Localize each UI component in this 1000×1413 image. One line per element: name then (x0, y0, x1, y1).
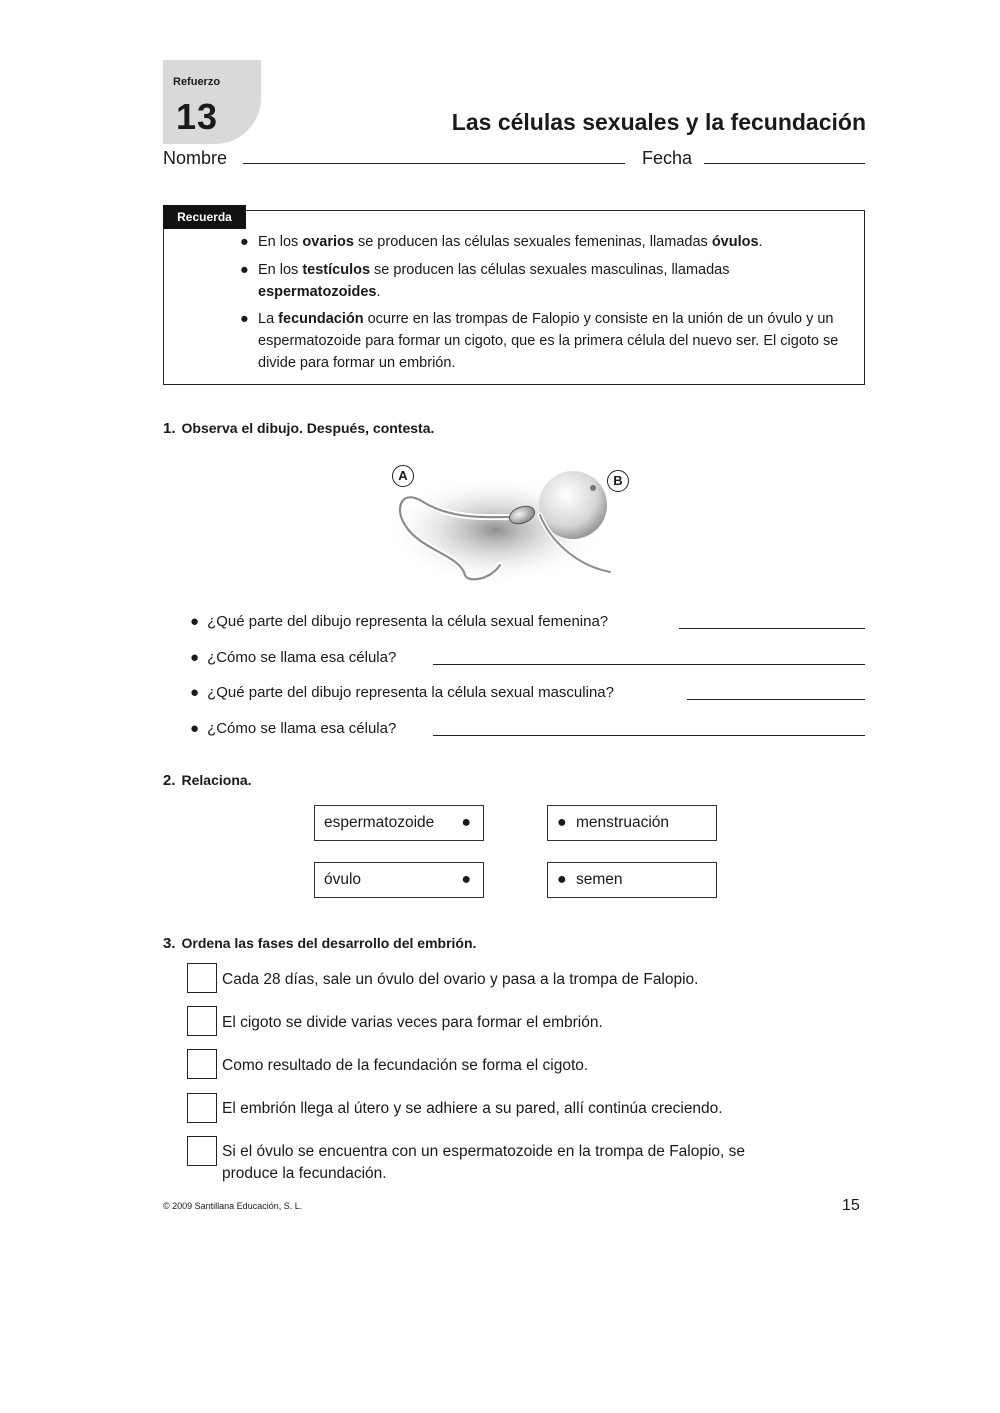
recuerda-item: ● En los testículos se producen las células sexuales masculinas, llamadas espermatozoides. (240, 259, 760, 303)
step-text: Si el óvulo se encuentra con un espermatozoide en la trompa de Falopio, se produce la fecundación. (222, 1143, 746, 1182)
connector-dot-icon[interactable]: ● (461, 871, 471, 888)
question-item: ● ¿Cómo se llama esa célula? (190, 649, 397, 666)
step-text: El embrión llega al útero y se adhiere a su pared, allí continúa creciendo. (222, 1100, 723, 1117)
page-title: Las células sexuales y la fecundación (451, 109, 866, 135)
order-box[interactable] (187, 1049, 217, 1079)
label-a: A (392, 465, 414, 487)
bullet-icon: ● (190, 649, 200, 666)
question-3-heading: 3. Ordena las fases del desarrollo del embrión. (163, 935, 477, 952)
bullet-icon: ● (240, 311, 249, 327)
connector-dot-icon[interactable]: ● (461, 814, 471, 831)
tab-label: Refuerzo (173, 76, 221, 88)
order-box[interactable] (187, 1136, 217, 1166)
egg-nucleus (590, 485, 596, 491)
name-label: Nombre (163, 148, 228, 168)
question-item: ● ¿Qué parte del dibujo representa la célula sexual masculina? (190, 684, 614, 701)
question-2-heading: 2. Relaciona. (163, 772, 252, 789)
date-field[interactable] (704, 163, 865, 164)
answer-line[interactable] (687, 699, 865, 700)
bullet-icon: ● (240, 234, 249, 250)
answer-line[interactable] (433, 664, 865, 665)
recuerda-item: ● En los ovarios se producen las células sexuales femeninas, llamadas óvulos. (240, 231, 860, 253)
question-item: ● ¿Qué parte del dibujo representa la célula sexual femenina? (190, 613, 609, 630)
recuerda-label: Recuerda (163, 205, 246, 229)
question-1-heading: 1. Observa el dibujo. Después, contesta. (163, 420, 435, 437)
unit-number: 13 (176, 96, 219, 137)
connector-dot-icon[interactable]: ● (557, 814, 567, 831)
page-number: 15 (842, 1197, 860, 1214)
label-b: B (607, 470, 629, 492)
name-field[interactable] (243, 163, 625, 164)
recuerda-item: ● La fecundación ocurre en las trompas de Falopio y consiste en la unión de un óvulo y un espermatozoide para formar un cigoto, que es la primera célula del nuevo ser. El cigoto se divide para formar un embrión. (240, 308, 850, 374)
date-label: Fecha (642, 148, 693, 168)
copyright: © 2009 Santillana Educación, S. L. (163, 1201, 303, 1211)
relate-left-item[interactable]: espermatozoide ● (314, 805, 484, 841)
bullet-icon: ● (190, 684, 200, 701)
order-box[interactable] (187, 1093, 217, 1123)
step-text: Cada 28 días, sale un óvulo del ovario y pasa a la trompa de Falopio. (222, 971, 699, 988)
relate-right-item[interactable]: ● semen (547, 862, 717, 898)
answer-line[interactable] (433, 735, 865, 736)
bullet-icon: ● (240, 262, 249, 278)
answer-line[interactable] (679, 628, 865, 629)
question-item: ● ¿Cómo se llama esa célula? (190, 720, 397, 737)
order-box[interactable] (187, 1006, 217, 1036)
bullet-icon: ● (190, 720, 200, 737)
connector-dot-icon[interactable]: ● (557, 871, 567, 888)
order-box[interactable] (187, 963, 217, 993)
relate-right-item[interactable]: ● menstruación (547, 805, 717, 841)
bullet-icon: ● (190, 613, 200, 630)
step-text: Como resultado de la fecundación se forma el cigoto. (222, 1057, 589, 1074)
step-text: El cigoto se divide varias veces para formar el embrión. (222, 1014, 603, 1031)
relate-left-item[interactable]: óvulo ● (314, 862, 484, 898)
